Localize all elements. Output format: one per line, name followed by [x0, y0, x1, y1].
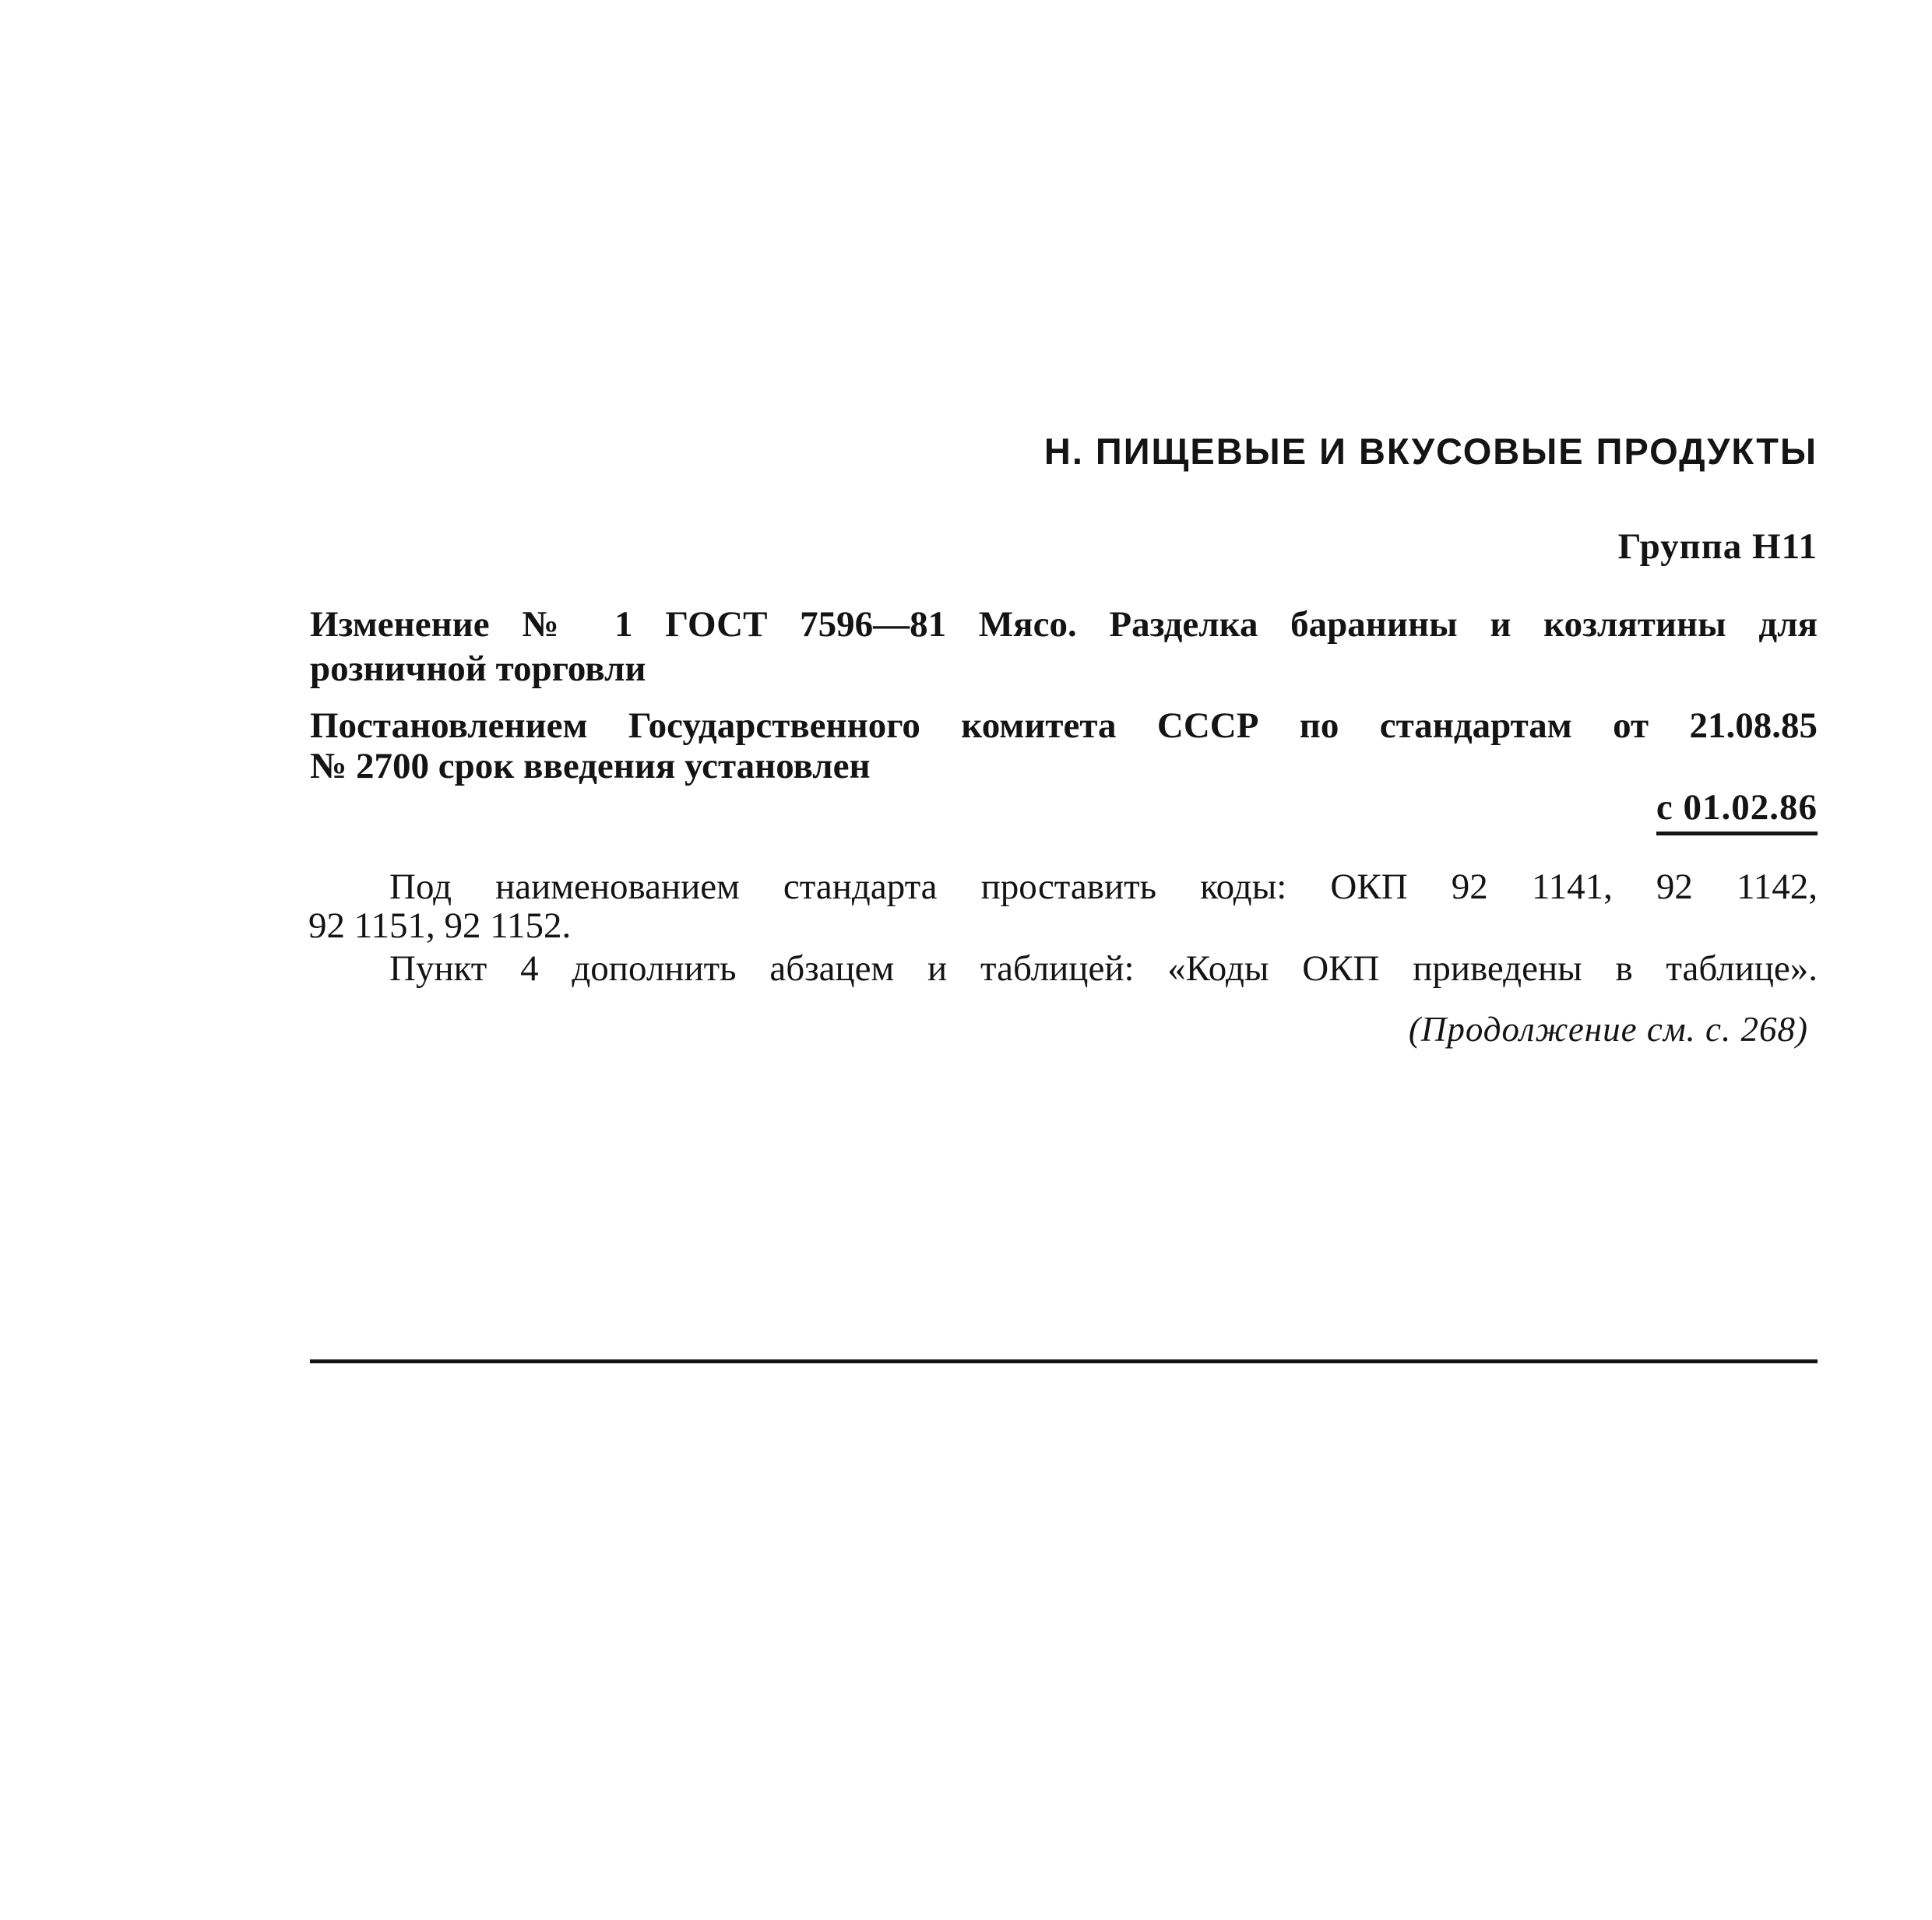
horizontal-rule: [310, 1359, 1818, 1363]
decree-line-2: № 2700 срок введения установлен: [310, 746, 871, 786]
group-label: Группа Н11: [1617, 526, 1818, 567]
body-paragraph-1-line-1: Под наименованием стандарта проставить коды: ОКП 92 1141, 92 1142,: [389, 867, 1818, 907]
amendment-title-line-1: Изменение № 1 ГОСТ 7596—81 Мясо. Разделка баранины и козлятины для: [310, 604, 1818, 645]
decree-line-1: Постановлением Государственного комитета СССР по стандартам от 21.08.85: [310, 705, 1818, 746]
document-page: [310, 0, 1818, 1920]
body-paragraph-1-line-2: 92 1151, 92 1152.: [308, 905, 572, 946]
body-paragraph-2: Пункт 4 дополнить абзацем и таблицей: «Коды ОКП приведены в таблице».: [389, 948, 1818, 989]
amendment-title-line-2: розничной торговли: [310, 649, 646, 689]
continuation-note: (Продолжение см. с. 268): [1408, 1010, 1808, 1049]
section-heading: Н. ПИЩЕВЫЕ И ВКУСОВЫЕ ПРОДУКТЫ: [1043, 431, 1818, 472]
effective-date: с 01.02.86: [1656, 786, 1818, 835]
